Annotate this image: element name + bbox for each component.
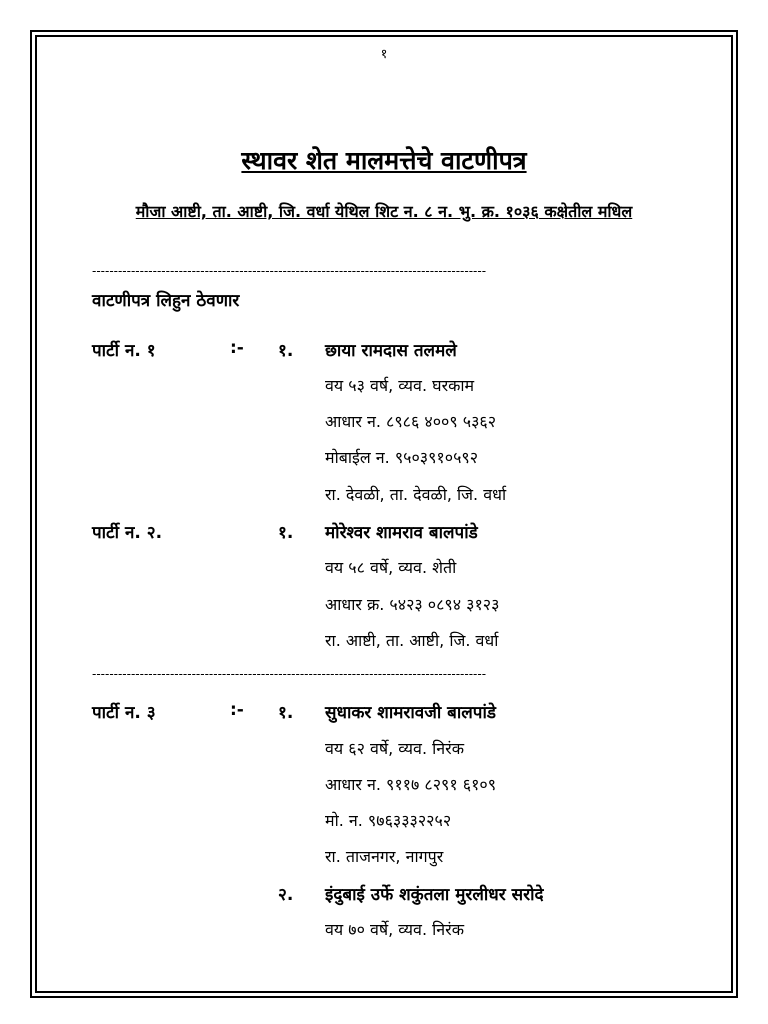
party-1-person-1-aadhaar: आधार न. ८९८६ ४००९ ५३६२ (325, 412, 497, 431)
party-1-person-1-age: वय ५३ वर्ष, व्यव. घरकाम (325, 376, 475, 395)
party-3-person-1-name: सुधाकर शामरावजी बालपांडे (325, 703, 496, 723)
party-1-person-1-mobile: मोबाईल न. ९५०३९१०५९२ (325, 448, 479, 467)
party-3-person-2-number: २. (278, 885, 294, 905)
party-2-person-1-name: मोरेश्वर शामराव बालपांडे (325, 523, 478, 543)
party-1-label: पार्टी न. १ (92, 341, 156, 361)
party-3-person-1-age: वय ६२ वर्षे, व्यव. निरंक (325, 739, 464, 758)
party-1-person-1-number: १. (278, 341, 294, 361)
party-3-separator: :- (230, 700, 244, 720)
separator-line: ------------------------------------------------------------------------------------------- (92, 667, 487, 681)
party-3-person-1-address: रा. ताजनगर, नागपुर (325, 847, 444, 866)
document-subtitle: मौजा आष्टी, ता. आष्टी, जि. वर्धा येथिल शिट न. ८ न. भु. क्र. १०३६ कक्षेतील मधिल (135, 202, 633, 221)
party-3-person-2-name: इंदुबाई उर्फे शकुंतला मुरलीधर सरोदे (325, 885, 544, 905)
party-3-label: पार्टी न. ३ (92, 703, 156, 723)
party-3-person-1-number: १. (278, 703, 294, 723)
party-2-person-1-address: रा. आष्टी, ता. आष्टी, जि. वर्धा (325, 631, 499, 650)
party-3-person-1-mobile: मो. न. ९७६३३३२२५२ (325, 811, 452, 830)
party-3-person-2-age: वय ७० वर्षे, व्यव. निरंक (325, 920, 464, 939)
section-heading: वाटणीपत्र लिहुन ठेवणार (92, 291, 240, 311)
party-3-person-1-aadhaar: आधार न. ९११७ ८२९१ ६१०९ (325, 775, 497, 794)
party-2-person-1-age: वय ५८ वर्षे, व्यव. शेती (325, 558, 457, 577)
party-2-person-1-aadhaar: आधार क्र. ५४२३ ०८९४ ३१२३ (325, 595, 500, 614)
party-1-separator: :- (230, 338, 244, 358)
party-1-person-1-address: रा. देवळी, ता. देवळी, जि. वर्धा (325, 485, 507, 504)
party-1-person-1-name: छाया रामदास तलमले (325, 341, 457, 361)
party-2-label: पार्टी न. २. (92, 523, 163, 543)
page-number: १ (380, 47, 388, 62)
separator-line: ------------------------------------------------------------------------------------------- (92, 264, 487, 278)
document-title: स्थावर शेत मालमत्तेचे वाटणीपत्र (241, 146, 527, 175)
party-2-person-1-number: १. (278, 523, 294, 543)
